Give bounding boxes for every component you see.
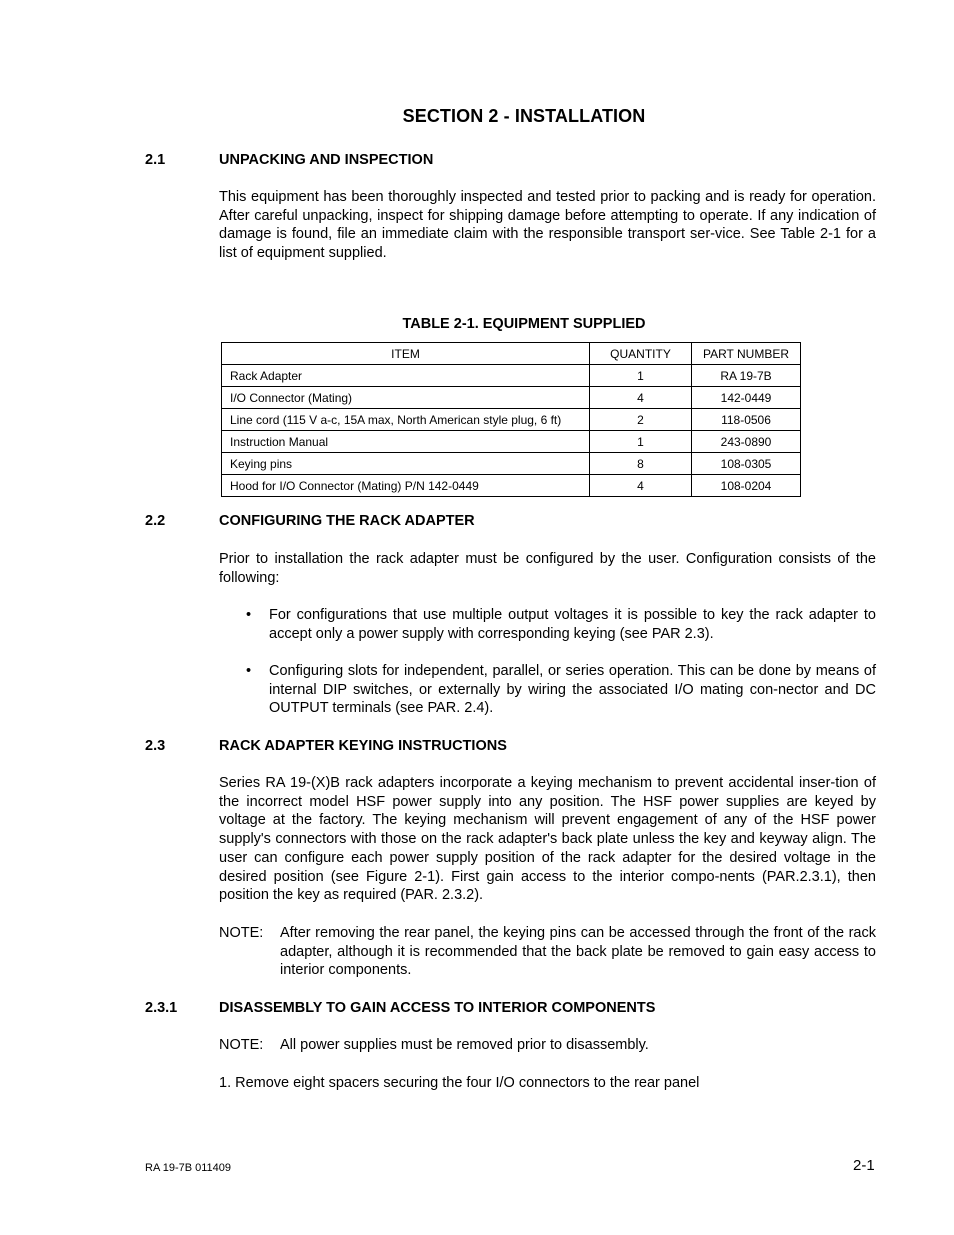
section-title: SECTION 2 - INSTALLATION (402, 106, 646, 126)
cell-part-number: 108-0305 (692, 453, 801, 475)
step-1: 1. Remove eight spacers securing the four I/O connectors to the rear panel (219, 1075, 700, 1091)
cell-part-number: 118-0506 (692, 409, 801, 431)
footer-page-number: 2-1 (853, 1157, 875, 1174)
cell-part-number: 142-0449 (692, 387, 801, 409)
table-row (222, 365, 801, 387)
heading-2-2 (145, 513, 475, 529)
cell-quantity: 4 (590, 387, 692, 409)
table-row (222, 431, 801, 453)
cell-quantity: 8 (590, 453, 692, 475)
heading-text: CONFIGURING THE RACK ADAPTER (219, 513, 475, 529)
cell-part-number: 243-0890 (692, 431, 801, 453)
heading-number: 2.2 (145, 513, 166, 529)
cell-item: Rack Adapter (222, 365, 590, 387)
heading-text: DISASSEMBLY TO GAIN ACCESS TO INTERIOR COMPONENTS (219, 1000, 656, 1016)
heading-2-3 (145, 738, 507, 754)
column-header-quantity: QUANTITY (590, 343, 692, 365)
note-label: NOTE: (219, 1037, 264, 1053)
heading-number: 2.3 (145, 738, 166, 754)
heading-number: 2.1 (145, 152, 166, 168)
column-header-part-number: PART NUMBER (692, 343, 801, 365)
footer-doc-id: RA 19-7B 011409 (145, 1162, 232, 1174)
cell-item: Keying pins (222, 453, 590, 475)
equipment-table (221, 342, 801, 497)
cell-quantity: 1 (590, 431, 692, 453)
paragraph-unpacking: This equipment has been thoroughly inspected and tested prior to packing and is ready for operation. After careful unpacking, inspect for shipping damage before attempting to operate. If any indication of damage is found, file an immediate claim with the responsible transport ser-vice. See Table 2-1 for a list of equipment supplied. (219, 189, 876, 262)
column-header-item: ITEM (222, 343, 590, 365)
cell-item: Hood for I/O Connector (Mating) P/N 142-0449 (222, 475, 590, 497)
table-row (222, 409, 801, 431)
table-title: TABLE 2-1. EQUIPMENT SUPPLIED (402, 316, 646, 332)
cell-quantity: 1 (590, 365, 692, 387)
heading-2-1 (145, 152, 433, 168)
heading-text: RACK ADAPTER KEYING INSTRUCTIONS (219, 738, 507, 754)
cell-item: Line cord (115 V a-c, 15A max, North American style plug, 6 ft) (222, 409, 590, 431)
table-row (222, 387, 801, 409)
heading-number: 2.3.1 (145, 1000, 178, 1016)
bullet-text: Configuring slots for independent, parallel, or series operation. This can be done by means of internal DIP switches, or externally by wiring the associated I/O mating con-nector and DC OUTPUT terminals (see PAR. 2.4). (269, 663, 876, 717)
cell-quantity: 2 (590, 409, 692, 431)
cell-part-number: RA 19-7B (692, 365, 801, 387)
heading-2-3-1 (145, 1000, 655, 1016)
cell-item: Instruction Manual (222, 431, 590, 453)
table-header-row (222, 343, 801, 365)
table-row (222, 453, 801, 475)
bullet-text: For configurations that use multiple output voltages it is possible to key the rack adapter to accept only a power supply with corresponding keying (see PAR 2.3). (269, 607, 876, 642)
cell-item: I/O Connector (Mating) (222, 387, 590, 409)
note-text: After removing the rear panel, the keying pins can be accessed through the front of the rack adapter, although it is recommended that the back plate be removed to gain easy access to interior components. (280, 925, 876, 979)
note-label: NOTE: (219, 925, 264, 941)
paragraph-configuring: Prior to installation the rack adapter must be configured by the user. Configuration consists of the following: (219, 551, 876, 586)
table-row (222, 475, 801, 497)
bullet-symbol: • (246, 607, 252, 623)
note-text: All power supplies must be removed prior to disassembly. (280, 1037, 649, 1053)
paragraph-keying: Series RA 19-(X)B rack adapters incorporate a keying mechanism to prevent accidental inser-tion of the incorrect model HSF power supply into any position. The HSF power supplies are keyed by voltage at the factory. The keying mechanism will prevent engagement of any of the HSF power supply's connectors with those on the rack adapter's back plate unless the key and keyway align. The user can configure each power supply position of the rack adapter for the desired voltage in the desired position (see Figure 2-1). First gain access to the interior compo-nents (PAR.2.3.1), then position the key as required (PAR. 2.3.2). (219, 775, 876, 904)
cell-quantity: 4 (590, 475, 692, 497)
cell-part-number: 108-0204 (692, 475, 801, 497)
bullet-symbol: • (246, 663, 252, 679)
heading-text: UNPACKING AND INSPECTION (219, 152, 434, 168)
